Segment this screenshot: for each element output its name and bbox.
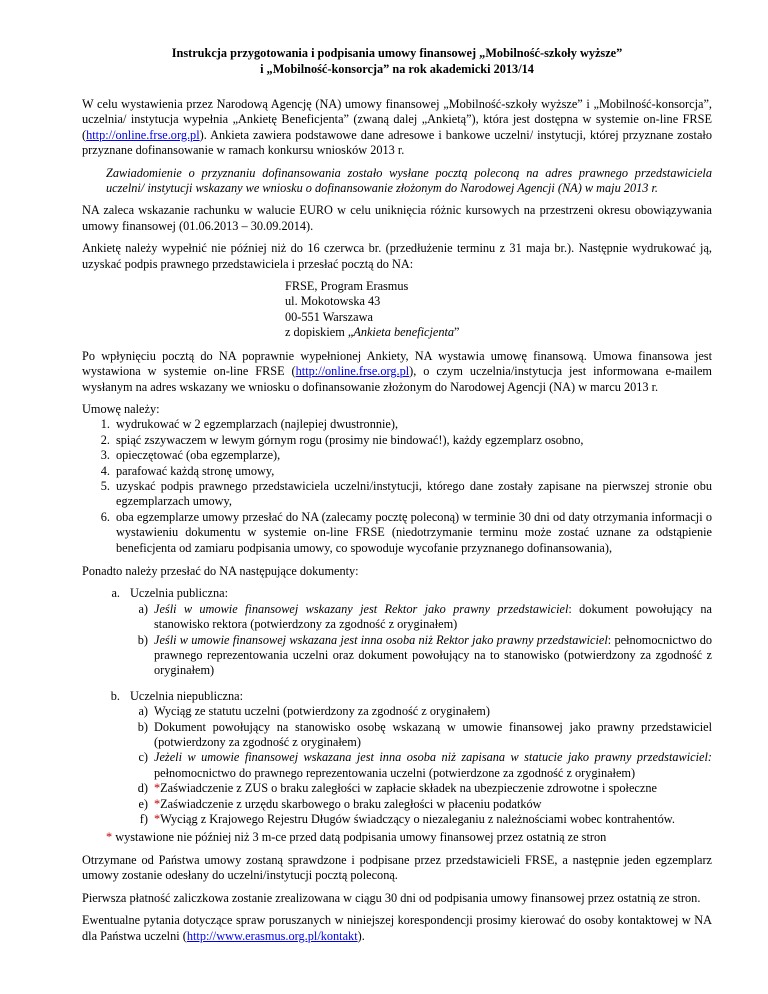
list-text: spiąć zszywaczem w lewym górnym rogu (prosimy nie bindować!), każdy egzemplarz osobno, [116,432,584,447]
after-text-b: ), o czym uczelnia/instytucja jest informowana e-mailem wysłanym na adres wskazany we wniosku o dofinansowanie złożonym do Narodowej Agencji (NA) w marcu 2013 r. [82,364,712,394]
non-public-university-section [82,689,712,828]
list-number: f) [139,812,148,827]
footnote [106,830,712,845]
list-text: wydrukować w 2 egzemplarzach (najlepiej dwustronnie), [116,417,399,432]
list-text: Dokument powołujący na stanowisko osobę wskazaną w umowie finansowej jako prawny przedstawiciel (potwierdzony za zgodność z oryginałem) [154,719,712,750]
section-body [130,586,712,678]
after-text-a: Po wpłynięciu pocztą do NA poprawnie wypełnionej Ankiety, NA wystawia umowę finansową. Umowa finansowa jest wystawiona w systemie on-line FRSE ( [82,348,712,379]
list-text [154,633,712,679]
online-frse-link-2[interactable]: http://online.frse.org.pl [295,364,410,379]
list-text: Wyciąg ze statutu uczelni (potwierdzony za zgodność z oryginałem) [154,704,490,719]
requirement-text: Zaświadczenie z urzędu skarbowego o braku zaległości w płaceniu podatków [160,796,542,811]
list-item [82,448,712,463]
list-number: a) [138,601,148,616]
notice-paragraph: Zawiadomienie o przyznaniu dofinansowania zostało wysłane pocztą poleconą na adres prawnego przedstawiciela uczelni/ instytucji wskazany we wniosku o dofinansowanie złożonym do Narodowej Agencji (NA) w maju 2013 r. [106,165,712,196]
address-note-suffix: ” [454,325,460,340]
address-line-2: ul. Mokotowska 43 [285,294,381,309]
list-item [82,464,712,479]
list-text [154,602,712,633]
intro-paragraph [82,97,712,159]
closing-paragraph-1: Otrzymane od Państwa umowy zostaną sprawdzone i podpisane przez przedstawicieli FRSE, a następnie jeden egzemplarz umowy zostanie odesłany do uczelni/instytucji pocztą poleconą. [82,852,712,883]
asterisk-marker: * [154,796,161,811]
list-number: 3. [100,448,110,463]
list-text [154,781,712,796]
online-frse-link[interactable]: http://online.frse.org.pl [86,127,200,142]
list-number: b) [137,719,148,734]
documents-intro: Ponadto należy przesłać do NA następujące dokumenty: [82,563,359,578]
closing-text-b: ). [357,928,365,943]
requirement-text: pełnomocnictwo do prawnego reprezentowania uczelni (potwierdzone za zgodność z oryginałem) [154,765,636,780]
footnote-text: wystawione nie później niż 3 m-ce przed datą podpisania umowy finansowej przez ostatnią ze stron [112,830,607,845]
list-text [154,812,712,827]
list-item [130,704,712,719]
list-item [130,781,712,796]
list-text [154,750,712,781]
euro-paragraph: NA zaleca wskazanie rachunku w walucie EURO w celu uniknięcia różnic kursowych na przestrzeni okresu obowiązywania umowy finansowej (01.06.2013 – 30.09.2014). [82,203,712,233]
closing-paragraph-3 [82,913,712,944]
requirement-text: Zaświadczenie z ZUS o braku zaległości w zapłacie składek na ubezpieczenie zdrowotne i społeczne [160,781,657,796]
section-number: a. [111,586,120,601]
list-text: uzyskać podpis prawnego przedstawiciela uczelni/instytucji, którego dane zostały zapisane na pierwszej stronie obu egzemplarzach umowy, [116,478,712,509]
list-text: oba egzemplarze umowy przesłać do NA (zalecamy pocztę poleconą) w terminie 30 dni od daty otrzymania informacji o wystawieniu dokumentu w systemie on-line FRSE (niedotrzymanie terminu może zostać uznane za odstąpienie beneficjenta od zamiaru podpisania umowy, co spowoduje wycofanie przyznanego dofinansowania), [116,509,712,555]
list-item [82,510,712,556]
list-number: b) [137,632,148,647]
list-item [82,433,712,448]
list-item [130,633,712,679]
address-line-4 [285,325,712,340]
public-university-section [82,586,712,678]
list-number: d) [137,781,148,796]
list-number: 2. [100,432,110,447]
list-number: a) [138,704,148,719]
erasmus-contact-link[interactable]: http://www.erasmus.org.pl/kontakt [186,928,358,943]
requirement-text: Wyciąg z Krajowego Rejestru Długów świadczący o niezaleganiu z należnościami wobec kontrahentów. [160,812,675,827]
section-heading: Uczelnia niepubliczna: [130,688,244,703]
list-text: parafować każdą stronę umowy, [116,463,275,478]
address-line-1: FRSE, Program Erasmus [285,279,409,294]
list-item [130,797,712,812]
asterisk-marker: * [106,830,113,845]
list-number: c) [138,750,148,765]
list-number: 1. [100,417,110,432]
asterisk-marker: * [154,812,161,827]
list-number: 5. [100,478,110,493]
list-text [154,797,712,812]
requirement-text: : dokument powołujący na stanowisko rektora (potwierdzony za zgodność z oryginałem) [154,601,712,632]
condition-text: Jeśli w umowie finansowej wskazany jest Rektor jako prawny przedstawiciel [154,601,569,616]
address-note-italic: Ankieta beneficjenta [353,325,455,340]
list-item [130,602,712,633]
document-title [82,45,712,77]
condition-text: Jeśli w umowie finansowej wskazana jest inna osoba niż Rektor jako prawny przedstawiciel [154,632,608,647]
list-text: opieczętować (oba egzemplarze), [116,448,281,463]
section-number: b. [110,688,120,703]
steps-intro: Umowę należy: [82,401,160,416]
list-item [82,479,712,510]
mailing-address [285,279,712,341]
list-item [130,812,712,827]
intro-text-b: ). Ankieta zawiera podstawowe dane adresowe i bankowe uczelni/ instytucji, której przyznane zostało przyznane dofinansowanie w ramach konkursu wniosków 2013 r. [82,127,712,158]
list-item [82,417,712,432]
list-number: 4. [100,463,110,478]
intro-text-a: W celu wystawienia przez Narodową Agencję (NA) umowy finansowej „Mobilność-szkoły wyższe” i „Mobilność-konsorcja”, uczelnia/ instytucja wypełnia „Ankietę Beneficjenta” (zwaną dalej „Ankietą”), która jest dostępna w systemie on-line FRSE ( [82,97,712,142]
requirement-text: : pełnomocnictwo do prawnego reprezentowania uczelni oraz dokument powołujący na to stanowisko (potwierdzony za zgodność z oryginałem) [154,632,712,678]
address-note-prefix: z dopiskiem „ [285,325,354,340]
document-page [82,45,712,951]
condition-text: Jeżeli w umowie finansowej wskazana jest inna osoba niż zapisana w statucie jako prawny przedstawiciel: [154,750,712,765]
deadline-paragraph: Ankietę należy wypełnić nie później niż do 16 czerwca br. (przedłużenie terminu z 31 maja br.). Następnie wydrukować ją, uzyskać podpis prawnego przedstawiciela i przesłać pocztą do NA: [82,241,712,271]
section-heading: Uczelnia publiczna: [130,586,228,601]
steps-list [82,417,712,556]
list-number: e) [138,796,148,811]
list-item [130,750,712,781]
section-body [130,689,712,828]
list-item [130,720,712,751]
title-line-1: Instrukcja przygotowania i podpisania umowy finansowej „Mobilność-szkoły wyższe” [171,46,623,60]
list-number: 6. [100,509,110,524]
closing-paragraph-2: Pierwsza płatność zaliczkowa zostanie zrealizowana w ciągu 30 dni od podpisania umowy finansowej przez ostatnią ze stron. [82,890,701,905]
closing-text-a: Ewentualne pytania dotyczące spraw poruszanych w niniejszej korespondencji prosimy kierować do osoby kontaktowej w NA dla Państwa uczelni ( [82,913,712,943]
title-line-2: i „Mobilność-konsorcja” na rok akademicki 2013/14 [260,62,534,76]
asterisk-marker: * [154,781,161,796]
after-paragraph [82,349,712,395]
address-line-3: 00-551 Warszawa [285,309,373,324]
